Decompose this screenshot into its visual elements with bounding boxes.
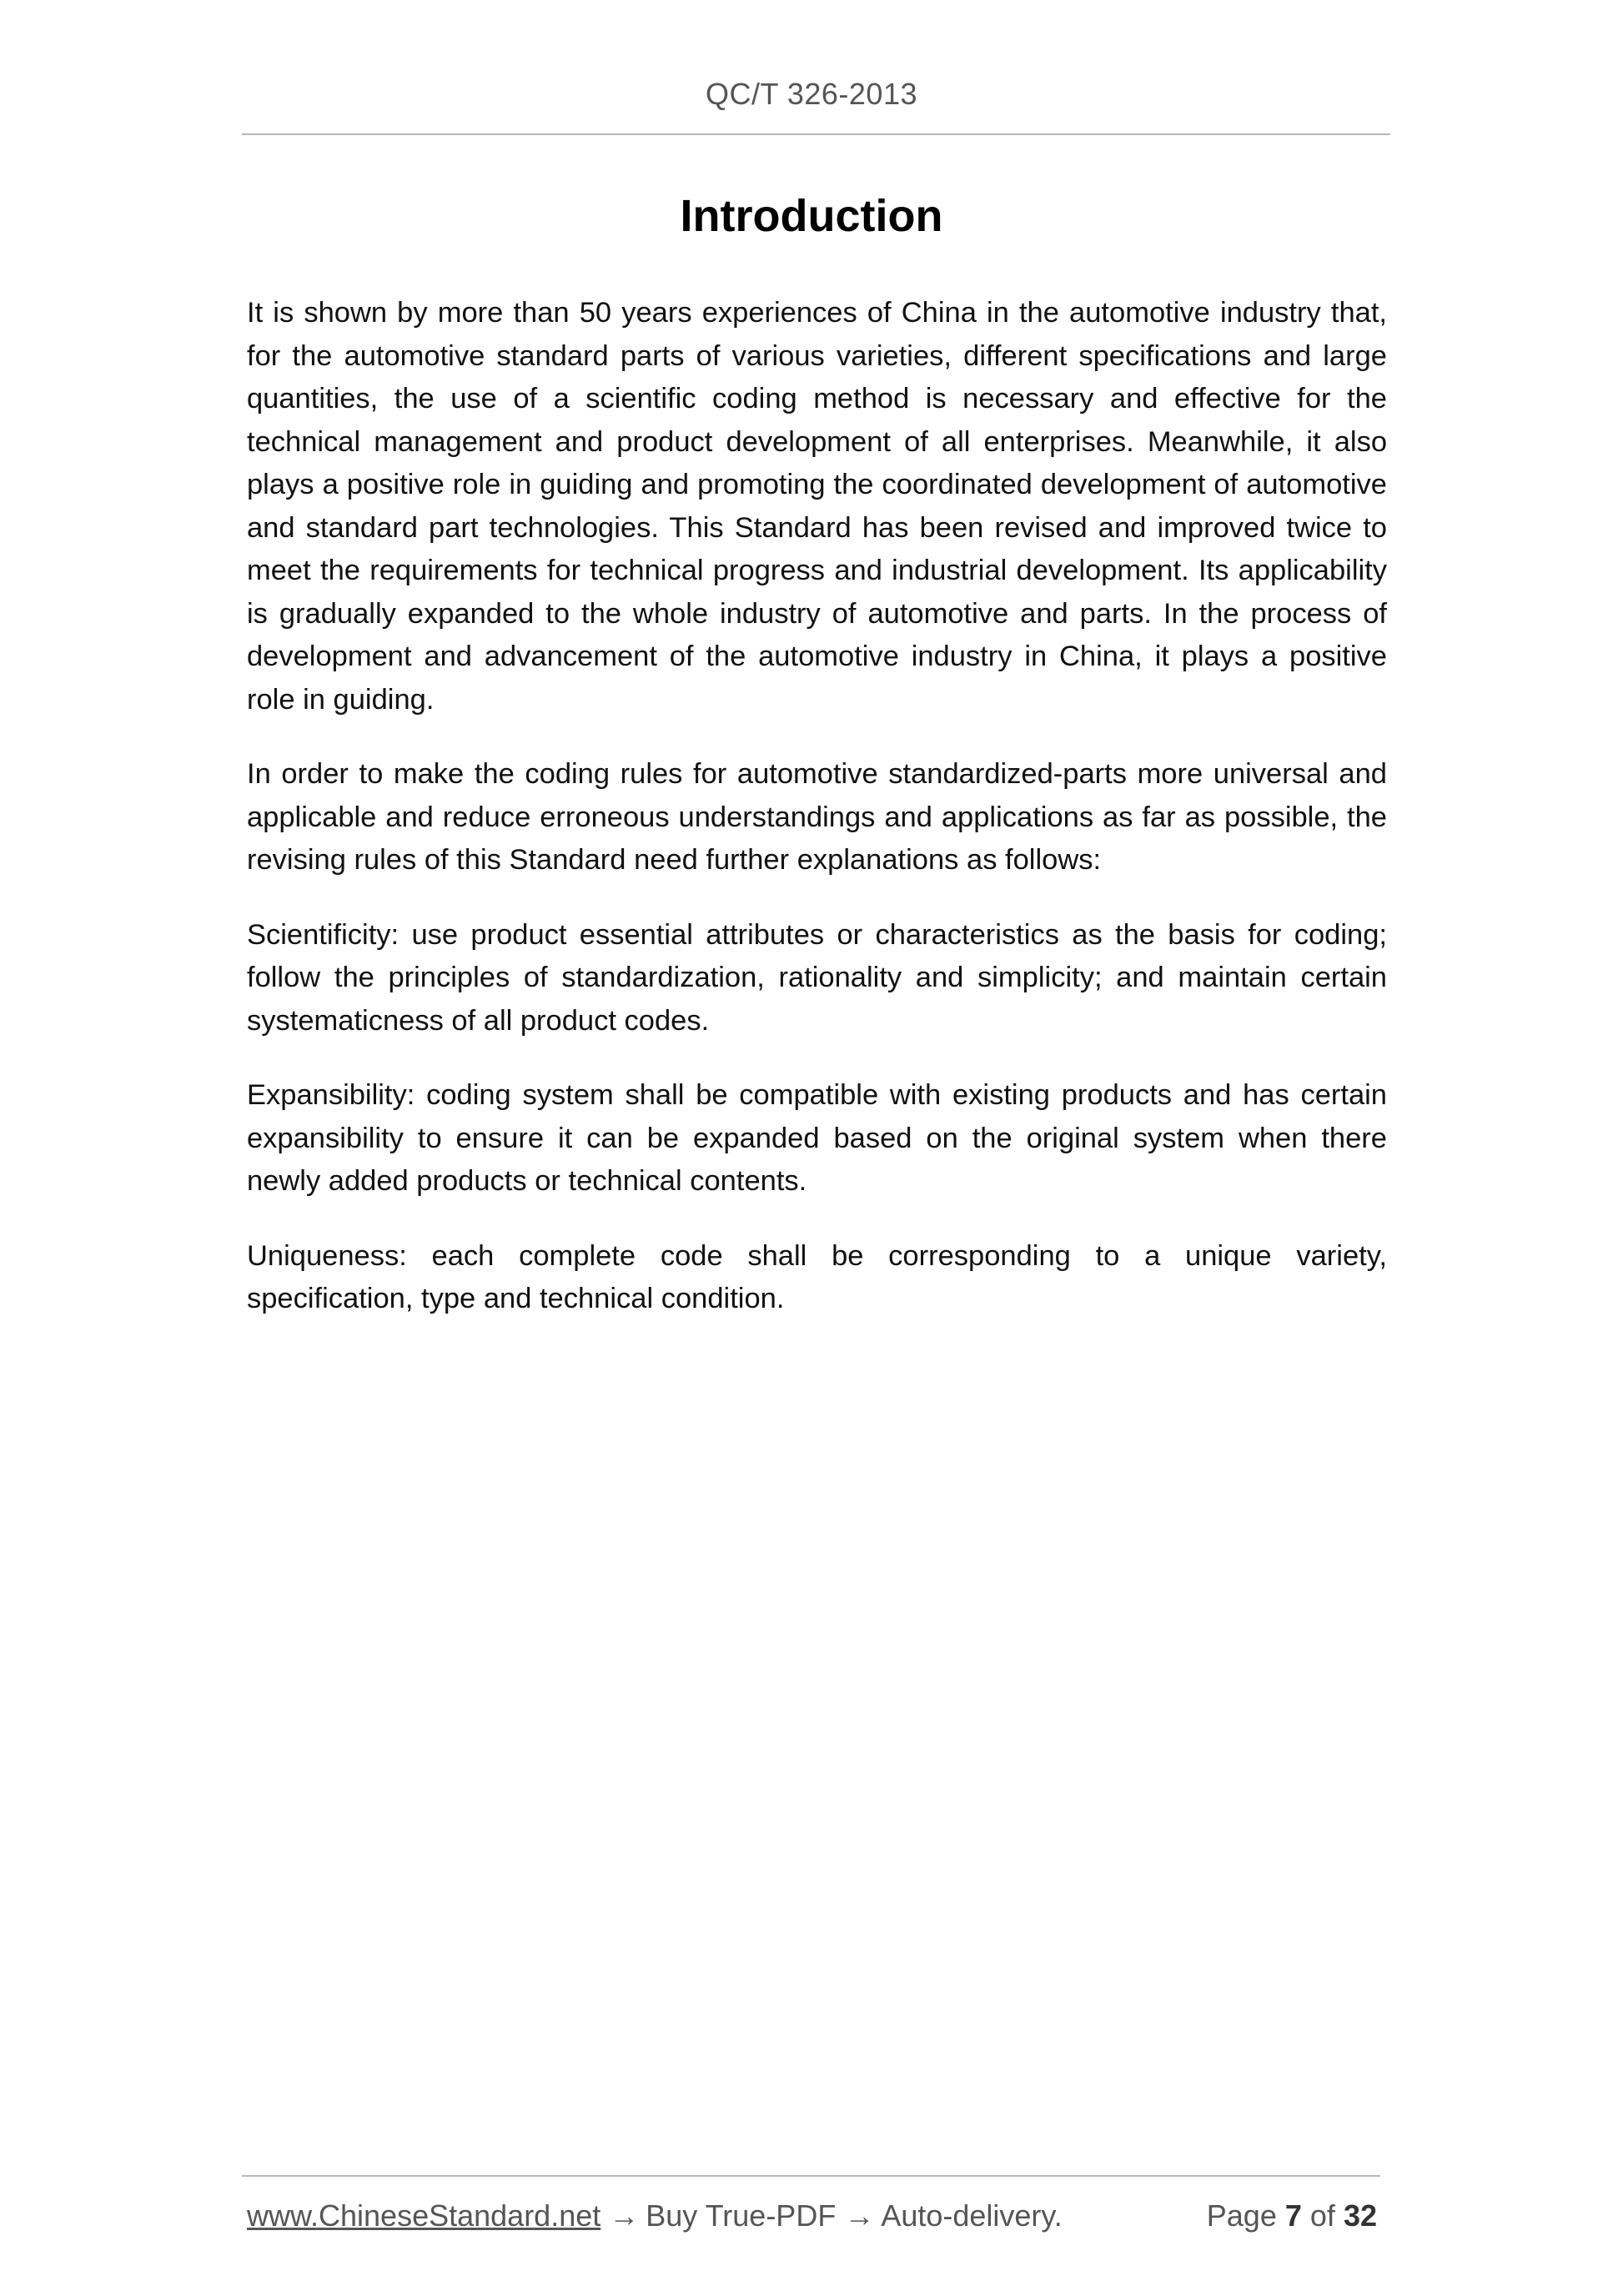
arrow-right-icon: → — [844, 2198, 875, 2233]
of-label: of — [1309, 2198, 1335, 2233]
footer-divider — [242, 2175, 1380, 2177]
paragraph-uniqueness: Uniqueness: each complete code shall be corresponding to a unique variety, specification, type and technical condition. — [247, 1239, 1387, 1314]
page-title: Introduction — [680, 191, 943, 241]
page-counter — [1207, 2198, 1377, 2233]
page-label: Page — [1206, 2198, 1277, 2233]
total-pages-number: 32 — [1343, 2198, 1377, 2233]
buy-pdf-text: Buy True-PDF — [646, 2198, 837, 2233]
header-divider — [242, 133, 1390, 135]
footer-promo — [247, 2198, 1063, 2233]
paragraph-scientificity: Scientificity: use product essential attributes or characteristics as the basis for coding; follow the principles of standardization, rationality and simplicity; and maintain certain systematicness of all product codes. — [247, 918, 1387, 1037]
arrow-right-icon: → — [609, 2198, 640, 2233]
document-body — [247, 292, 1387, 1353]
current-page-number: 7 — [1284, 2198, 1302, 2233]
document-code-header: QC/T 326-2013 — [706, 77, 917, 111]
page-footer — [247, 2198, 1377, 2240]
website-link[interactable]: www.ChineseStandard.net — [247, 2198, 601, 2233]
paragraph-revising-rules: In order to make the coding rules for automotive standardized-parts more universal and applicable and reduce erroneous understandings and applications as far as possible, the revising rules of this Standard need further explanations as follows: — [247, 758, 1387, 876]
paragraph-intro: It is shown by more than 50 years experiences of China in the automotive industry that, for the automotive standard parts of various varieties, different specifications and large quantities, the use of a scientific coding method is necessary and effective for the technical management and product development of all enterprises. Meanwhile, it also plays a positive role in guiding and promoting the coordinated development of automotive and standard part technologies. This Standard has been revised and improved twice to meet the requirements for technical progress and industrial development. Its applicability is gradually expanded to the whole industry of automotive and parts. In the process of development and advancement of the automotive industry in China, it plays a positive role in guiding. — [247, 297, 1387, 716]
paragraph-expansibility: Expansibility: coding system shall be compatible with existing products and has certain expansibility to ensure it can be expanded based on the original system when there newly added products or technical contents. — [247, 1079, 1387, 1197]
auto-delivery-text: Auto-delivery. — [881, 2198, 1063, 2233]
